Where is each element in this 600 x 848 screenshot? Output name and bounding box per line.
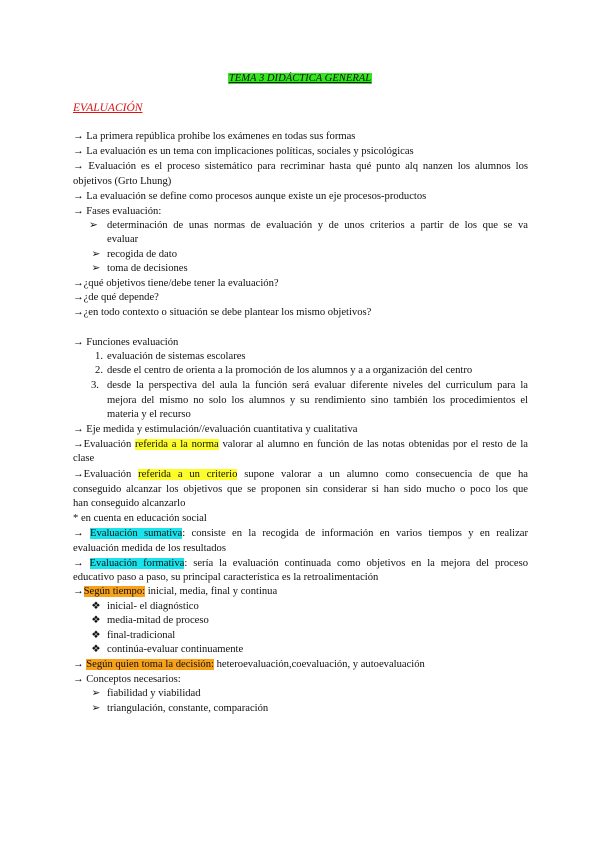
text-line: →¿de qué depende? <box>73 292 159 303</box>
highlight-orange: Según tiempo: <box>83 586 146 597</box>
text-line: evaluar <box>107 234 139 245</box>
highlight-cyan: Evaluación formativa <box>89 558 185 569</box>
text-line: →Según tiempo: inicial, media, final y continua <box>73 586 278 597</box>
list-item: 1. evaluación de sistemas escolares <box>95 351 246 362</box>
text-line: →Evaluación referida a un criterio supone valorar a un alumno como consecuencia de que ha <box>73 469 528 480</box>
highlight-yellow: referida a un criterio <box>138 469 238 480</box>
text-line: educativo paso a paso, su principal característica es la retroalimentación <box>73 572 379 583</box>
text-line: → Eje medida y estimulación//evaluación cuantitativa y cualitativa <box>73 424 358 435</box>
text-line: materia y el recurso <box>107 409 191 420</box>
diamond-bullet-icon: ❖ <box>91 601 101 612</box>
text-line: → Funciones evaluación <box>73 337 179 348</box>
list-item: ➢ determinación de unas normas de evaluación y de unos criterios a partir de los que se va <box>107 219 528 233</box>
text-line: mejora del mismo no solo los alumnos y su rendimiento sino también los procedimientos el <box>107 395 528 406</box>
text-line: →¿qué objetivos tiene/debe tener la evaluación? <box>73 278 279 289</box>
text-line: →¿en todo contexto o situación se debe plantear los mismo objetivos? <box>73 307 372 318</box>
text-line: clase <box>73 453 95 464</box>
text-line: → Evaluación sumativa: consiste en la recogida de información en varios tiempos y en realizar <box>73 528 529 539</box>
text-line: → Evaluación formativa: sería la evaluación continuada como objetivos en la mejora del proceso <box>73 558 528 569</box>
text-line: → Evaluación es el proceso sistemático para recriminar hasta qué punto alq nanzen los alumnos los <box>73 161 528 172</box>
document-title: TEMA 3 DIDÁCTICA GENERAL <box>228 73 372 84</box>
highlight-orange: Según quien toma la decisión: <box>86 659 214 670</box>
arrowhead-bullet-icon: ➢ <box>91 249 101 260</box>
text-line: → Fases evaluación: <box>73 206 162 217</box>
text-line: objetivos (Grto Lhung) <box>73 176 172 187</box>
arrowhead-bullet-icon: ➢ <box>91 703 101 714</box>
list-item: ❖ continúa-evaluar continuamente <box>107 643 528 657</box>
list-item: ❖ inicial- el diagnóstico <box>107 600 528 614</box>
text-line: conseguido alcanzar los objetivos que se proponen sin considerar si han sido mucho o poco los que <box>73 484 528 495</box>
text-line: * en cuenta en educación social <box>73 513 207 524</box>
highlight-cyan: Evaluación sumativa <box>89 528 183 539</box>
list-item: ➢ fiabilidad y viabilidad <box>107 687 528 701</box>
diamond-bullet-icon: ❖ <box>91 615 101 626</box>
highlight-yellow: referida a la norma <box>135 439 219 450</box>
list-item: ➢ recogida de dato <box>107 248 528 262</box>
diamond-bullet-icon: ❖ <box>91 630 101 641</box>
list-item: ➢ triangulación, constante, comparación <box>107 702 528 716</box>
text-line: → Según quien toma la decisión: heteroevaluación,coevaluación, y autoevaluación <box>73 659 425 670</box>
list-item: ❖ final-tradicional <box>107 629 528 643</box>
text-line: → La primera república prohibe los exámenes en todas sus formas <box>73 131 356 142</box>
list-item: 3. desde la perspectiva del aula la función será evaluar diferente niveles del curriculum para la <box>91 380 528 391</box>
arrowhead-bullet-icon: ➢ <box>91 263 101 274</box>
text-line: han conseguido alcanzarlo <box>73 498 186 509</box>
arrowhead-bullet-icon: ➢ <box>91 688 101 699</box>
list-item: ❖ media-mitad de proceso <box>107 614 528 628</box>
diamond-bullet-icon: ❖ <box>91 644 101 655</box>
text-line: evaluación medida de los resultados <box>73 543 226 554</box>
section-heading: EVALUACIÓN <box>73 102 143 114</box>
text-line: → La evaluación es un tema con implicaciones políticas, sociales y psicológicas <box>73 146 414 157</box>
arrowhead-bullet-icon: ➢ <box>89 220 98 231</box>
text-line: → Conceptos necesarios: <box>73 674 181 685</box>
text-line: → La evaluación se define como procesos aunque existe un eje procesos-productos <box>73 191 427 202</box>
list-item: 2. desde el centro de orienta a la promoción de los alumnos y a a organización del centro <box>95 365 473 376</box>
text-line: →Evaluación referida a la norma valorar al alumno en función de las notas obtenidas por el resto de la <box>73 439 528 450</box>
list-item: ➢ toma de decisiones <box>107 262 528 276</box>
